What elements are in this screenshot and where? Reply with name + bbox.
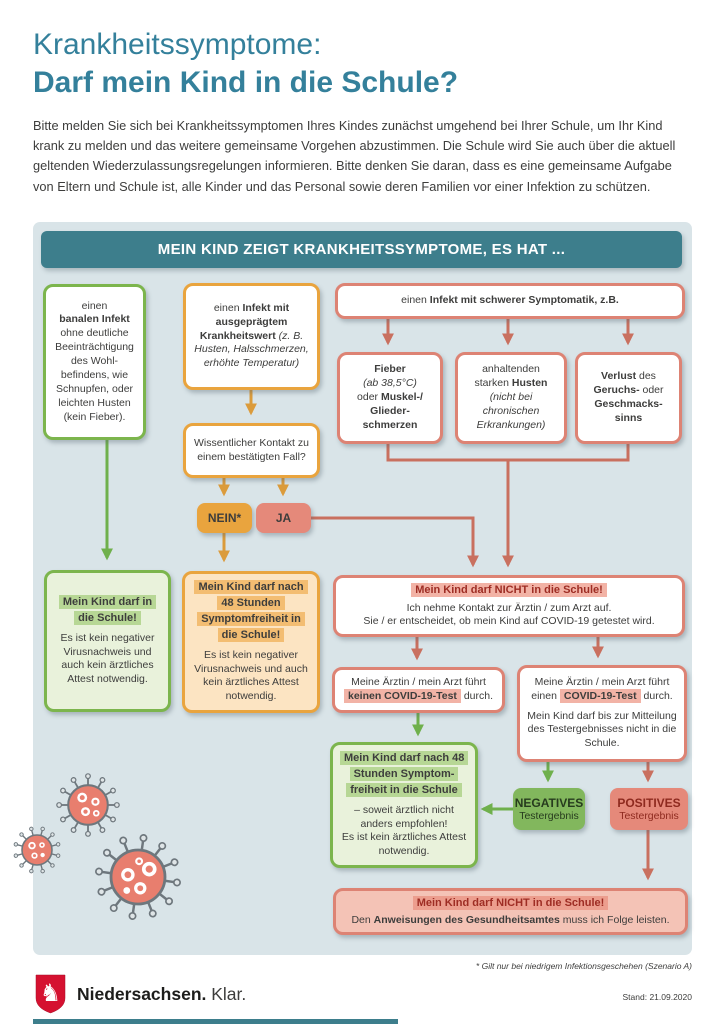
symptom-box-geruchsverlust [575,352,682,444]
footnote: * Gilt nur bei niedrigem Infektionsgeschehen (Szenario A) [475,961,692,971]
result-body: Es ist kein ärztliches Attest notwendig. [341,831,467,858]
final-result-box-nicht-in-schule [333,888,688,935]
symptom-box-schwere-symptomatik [335,283,685,319]
text-segment: einen [401,294,427,307]
covid-test-box [517,665,687,762]
niedersachsen-coat-of-arms [35,974,66,1014]
symptom-box-banaler-infekt [43,284,146,440]
text-segment: Meine Ärztin / mein Arzt führt [351,676,486,689]
nein-label: NEIN* [207,511,242,525]
text-segment: Fieber [374,363,406,376]
result-body [341,914,680,928]
text-segment: Mein Kind darf bis zur Mitteilung des Testergebnisses nicht in die Schule. [527,709,677,750]
text-segment [585,384,672,426]
negatives-sublabel: Testergebnis [519,810,579,822]
text-segment: Geschmackssinns [594,398,663,424]
brand-light: Klar. [206,984,247,1004]
text-segment: Mein Kind darf nach 48 Stunden Symptomfreiheit in die Schule [340,751,468,797]
brand-wordmark [77,984,246,1005]
horse-icon: ♞ [39,979,62,1007]
result-title [192,580,310,644]
flowchart-panel [33,222,692,955]
contact-question-box [183,423,320,478]
text-segment: anhaltenden starken [474,363,540,390]
symptom-box-ausgepraegter-infekt [183,283,320,390]
text-segment: Infekt mit schwerer Symptomatik, z.B. [429,294,619,307]
text-segment: einen [213,301,240,314]
text-segment: Verlust [601,370,637,383]
text-segment [193,302,310,371]
text-segment [526,676,678,704]
result-body: Ich nehme Kontakt zur Ärztin / zum Arzt auf. [406,601,612,614]
text-segment: oder [357,391,379,404]
text-segment [585,370,672,384]
result-box-darf-in-schule [44,570,171,712]
result-body: Es ist kein negativer Virusnachweis und auch kein ärztliches Attest notwendig. [194,648,308,703]
text-segment: ohne deutliche Beeinträchtigung des Wohlbefindens, wie Schnupfen, oder leichten Husten (kein Fieber). [55,327,134,423]
text-segment: (nicht bei chronischen Erkrankungen) [476,391,546,431]
ja-chip [256,503,311,533]
result-body: – soweit ärztlich nicht anders empfohlen! [354,803,454,830]
text-segment [347,391,433,433]
page-title-line2: Darf mein Kind in die Schule? [33,66,459,99]
text-segment [465,363,557,391]
text-segment: Meine Ärztin / mein Arzt führt einen [531,675,670,702]
text-segment [342,294,678,308]
text-segment: oder [642,384,664,397]
result-box-48h-symptomfrei [182,571,320,713]
text-segment: einen [81,299,108,312]
text-segment: (z. B. Husten, Halsschmerzen, erhöhte Temperatur) [194,329,309,370]
negatives-chip [513,788,585,830]
text-segment: Den [351,913,371,926]
result-title [54,595,161,627]
flowchart-banner: MEIN KIND ZEIGT KRANKHEITSSYMPTOME, ES HAT ... [41,231,682,268]
text-segment: Mein Kind darf nach 48 Stunden Symptomfreiheit in die Schule! [194,580,307,642]
text-segment: durch. [463,690,494,702]
result-body: Sie / er entscheidet, ob mein Kind auf COVID-19 getestet wird. [363,615,655,628]
virus-illustration [93,832,183,922]
text-segment: durch. [643,689,673,702]
text-segment: Anweisungen des Gesundheitsamtes [373,913,560,926]
positives-chip [610,788,688,830]
symptom-box-fieber [337,352,443,444]
text-segment: keinen COVID-19-Test [344,689,461,703]
result-title [341,896,680,912]
negatives-label: NEGATIVES [514,796,584,810]
text-segment: Husten [511,377,548,390]
result-title [340,751,468,799]
text-segment: muss ich Folge leisten. [562,913,670,926]
bottom-teal-bar [33,1019,398,1024]
text-segment: COVID-19-Test [560,689,641,703]
symptom-box-husten [455,352,567,444]
positives-sublabel: Testergebnis [619,810,679,822]
text-segment: Wissentlicher Kontakt zu einem bestätigten Fall? [194,436,309,463]
positives-label: POSITIVES [617,796,681,810]
page-title-line1: Krankheitssymptome: [33,28,322,61]
stand-date: Stand: 21.09.2020 [622,992,692,1002]
virus-illustration [55,772,121,838]
text-segment: Muskel-/ Gliederschmerzen [362,391,423,431]
page-title [33,26,458,102]
text-segment: banalen Infekt [59,313,130,326]
brand-bold: Niedersachsen. [77,984,207,1004]
text-segment: Mein Kind darf in die Schule! [59,595,156,625]
no-covid-test-box [332,667,505,713]
result-box-48h-nach-test [330,742,478,868]
text-segment: Mein Kind darf NICHT in die Schule! [413,896,609,910]
intro-paragraph: Bitte melden Sie sich bei Krankheitssymptomen Ihres Kindes zunächst umgehend bei Ihrer Schule, um Ihr Kind krank zu melden und das weitere gemeinsame Vorgehen abzustimmen. Die Schule wird Sie auch über die aktuell geltenden Wiederzulassungsregelungen informieren. Bitte denken Sie daran, dass es eine gemeinsame Aufgabe von Eltern und Schule ist, alle Kinder und das Personal sowie deren Familien vor einer Infektion zu schützen. [33,118,676,194]
text-segment [340,676,497,704]
text-segment: des [639,370,656,383]
text-segment: (ab 38,5°C) [363,377,417,390]
result-box-nicht-in-schule [333,575,685,637]
ja-label: JA [275,511,292,525]
text-segment: Infekt mit ausgeprägtem Krankheitswert [199,301,290,342]
text-segment: Mein Kind darf NICHT in die Schule! [411,583,607,597]
result-body: Es ist kein negativer Virusnachweis und auch kein ärztliches Attest notwendig. [60,631,155,686]
virus-illustration [12,825,62,875]
nein-chip [197,503,252,533]
text-segment: Geruchs- [593,384,640,397]
result-title [342,583,676,599]
